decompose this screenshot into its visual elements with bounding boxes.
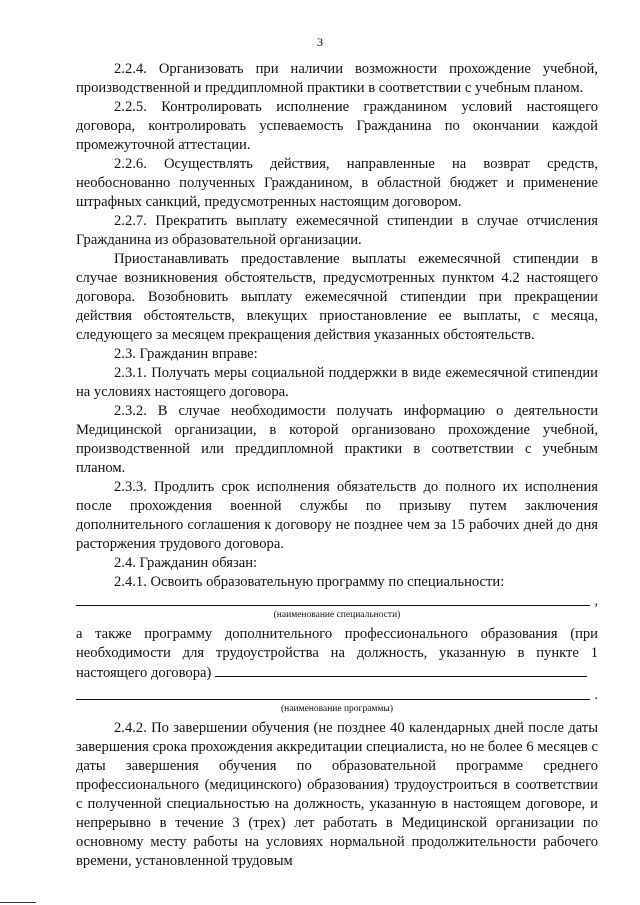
document-body bbox=[76, 60, 598, 871]
program-blank bbox=[76, 699, 590, 700]
specialty-caption: (наименование специальности) bbox=[273, 610, 401, 620]
clause-2-2-6: 2.2.6. Осуществлять действия, направленные на возврат средств, необоснованно полученных Гражданином, в областной бюджет и применение штрафных санкций, предусмотренных настоящим договором. bbox=[76, 156, 598, 210]
page-number: 3 bbox=[317, 35, 323, 49]
clause-2-2-5: 2.2.5. Контролировать исполнение гражданином условий настоящего договора, контролировать успеваемость Гражданина по окончании каждой промежуточной аттестации. bbox=[76, 99, 598, 153]
program-inline-blank bbox=[215, 663, 587, 677]
program-fill-line bbox=[76, 686, 598, 705]
additional-program-text: а также программу дополнительного профессионального образования (при необходимости для трудоустройства на должность, указанную в пункте 1 настоящего договора) bbox=[76, 626, 598, 681]
program-caption: (наименование программы) bbox=[281, 704, 393, 714]
specialty-blank bbox=[76, 605, 590, 606]
specialty-fill-comma: , bbox=[594, 594, 598, 609]
specialty-fill-line bbox=[76, 592, 598, 611]
scan-corner-mark bbox=[0, 902, 36, 903]
clause-2-2-4: 2.2.4. Организовать при наличии возможности прохождение учебной, производственной и преддипломной практики в соответствии с учебным планом. bbox=[76, 61, 598, 96]
clause-2-4-heading: 2.4. Гражданин обязан: bbox=[114, 555, 258, 571]
clause-suspend-payment: Приостанавливать предоставление выплаты ежемесячной стипендии в случае возникновения обстоятельств, предусмотренных пунктом 4.2 настоящего договора. Возобновить выплату ежемесячной стипендии при прекращении действия обстоятельств, влекущих приостановление ее выплаты, с месяца, следующего за месяцем прекращения действия указанных обстоятельств. bbox=[76, 251, 598, 343]
clause-2-2-7: 2.2.7. Прекратить выплату ежемесячной стипендии в случае отчисления Гражданина из образовательной организации. bbox=[76, 213, 598, 248]
clause-2-3-2: 2.3.2. В случае необходимости получать информацию о деятельности Медицинской организации, в которой организовано прохождение учебной, производственной или преддипломной практики в соответствии с учебным планом. bbox=[76, 403, 598, 476]
clause-2-4-1: 2.4.1. Освоить образовательную программу по специальности: bbox=[114, 574, 505, 590]
clause-2-3-3: 2.3.3. Продлить срок исполнения обязательств до полного их исполнения после прохождения военной службы по призыву путем заключения дополнительного соглашения к договору не позднее чем за 15 рабочих дней до дня расторжения трудового договора. bbox=[76, 479, 598, 552]
clause-2-4-2: 2.4.2. По завершении обучения (не позднее 40 календарных дней после даты завершения срока прохождения аккредитации специалиста, но не более 6 месяцев с даты завершения обучения по образовательной программе среднего профессионального (медицинского) образования) трудоустроиться в соответствии с полученной специальностью на должность, указанную в настоящем договоре, и непрерывно в течение 3 (трех) лет работать в Медицинской организации по основному месту работы на условиях нормальной продолжительности рабочего времени, установленной трудовым bbox=[76, 720, 598, 869]
clause-2-3-heading: 2.3. Гражданин вправе: bbox=[114, 346, 258, 362]
clause-additional-program bbox=[76, 625, 598, 683]
program-fill-period: . bbox=[594, 688, 598, 703]
clause-2-3-1: 2.3.1. Получать меры социальной поддержки в виде ежемесячной стипендии на условиях настоящего договора. bbox=[76, 365, 598, 400]
